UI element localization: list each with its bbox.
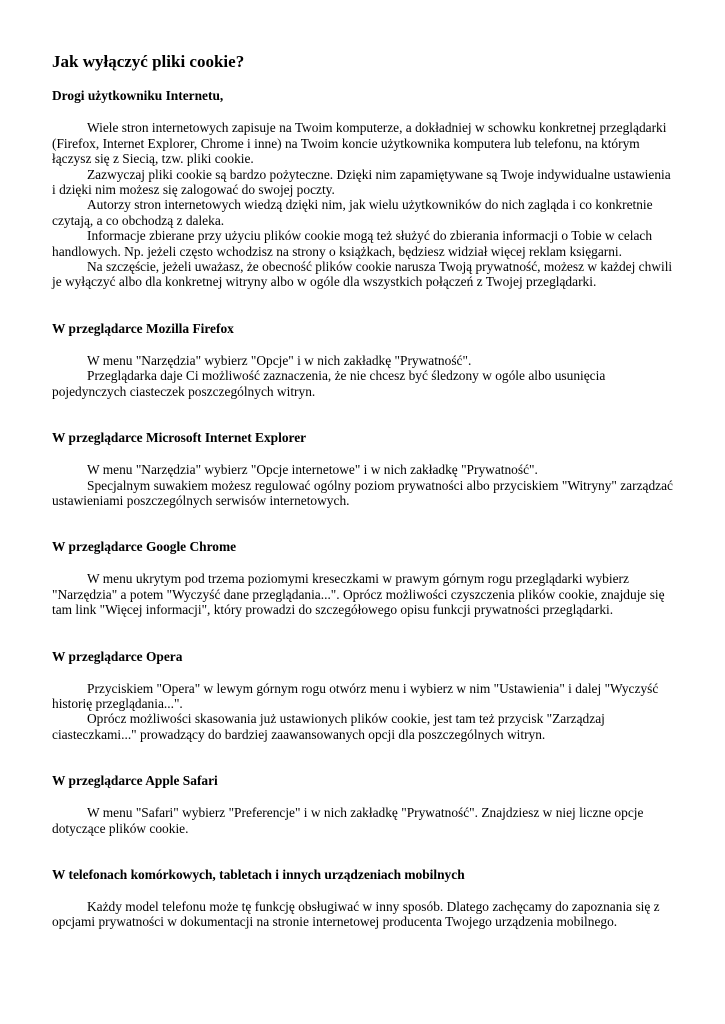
section-paragraph: Specjalnym suwakiem możesz regulować ogólny poziom prywatności albo przyciskiem "Witryny" zarządzać ustawieniami poszczególnych serwisów internetowych. xyxy=(52,477,673,508)
section-heading: W przeglądarce Apple Safari xyxy=(52,773,218,789)
section-heading: W przeglądarce Microsoft Internet Explorer xyxy=(52,430,307,446)
document-title: Jak wyłączyć pliki cookie? xyxy=(52,52,245,71)
section-paragraph: Oprócz możliwości skasowania już ustawionych plików cookie, jest tam też przycisk "Zarządzaj ciasteczkami..." prowadzący do bardziej zaawansowanych opcji dla poszczególnych witryn. xyxy=(52,711,605,742)
section-safari xyxy=(52,773,674,836)
section-paragraph: W menu "Narzędzia" wybierz "Opcje" i w nich zakładkę "Prywatność". xyxy=(87,352,472,368)
section-heading: W przeglądarce Opera xyxy=(52,648,183,664)
section-heading: W przeglądarce Google Chrome xyxy=(52,539,237,555)
section-mobile xyxy=(52,867,674,930)
section-paragraph: Przyciskiem "Opera" w lewym górnym rogu otwórz menu i wybierz w nim "Ustawienia" i dalej "Wyczyść historię przeglądania...". xyxy=(52,680,659,711)
intro-paragraph: Zazwyczaj pliki cookie są bardzo pożyteczne. Dzięki nim zapamiętywane są Twoje indywidualne ustawienia i dzięki nim możesz się zalogować do swojej poczty. xyxy=(52,166,671,198)
section-internet-explorer xyxy=(52,430,674,508)
section-opera xyxy=(52,649,674,743)
section-paragraph: W menu "Narzędzia" wybierz "Opcje internetowe" i w nich zakładkę "Prywatność". xyxy=(87,462,538,478)
intro-paragraph: Autorzy stron internetowych wiedzą dzięki nim, jak wielu użytkowników do nich zagląda i co konkretnie czytają, a co obchodzą z daleka. xyxy=(52,197,653,228)
intro-paragraph: Na szczęście, jeżeli uważasz, że obecność plików cookie narusza Twoją prywatność, możesz w każdej chwili je wyłączyć albo dla konkretnej witryny albo w ogóle dla wszystkich połączeń z Twojej przeglądarki. xyxy=(52,259,673,290)
intro-paragraph: Informacje zbierane przy użyciu plików cookie mogą też służyć do zbierania informacji o Tobie w celach handlowych. Np. jeżeli często wchodzisz na strony o książkach, będziesz widział więcej reklam księgarni. xyxy=(52,228,653,259)
intro-paragraph: Wiele stron internetowych zapisuje na Twoim komputerze, a dokładniej w schowku konkretnej przeglądarki (Firefox, Internet Explorer, Chrome i inne) na Twoim koncie użytkownika komputera lub telefonu, na którym łączysz się z Siecią, tzw. pliki cookie. xyxy=(52,120,667,167)
intro-block xyxy=(52,120,674,289)
section-firefox xyxy=(52,321,674,399)
greeting: Drogi użytkowniku Internetu, xyxy=(52,88,224,103)
section-paragraph: W menu "Safari" wybierz "Preferencje" i w nich zakładkę "Prywatność". Znajdziesz w niej liczne opcje dotyczące plików cookie. xyxy=(52,805,644,836)
section-heading: W przeglądarce Mozilla Firefox xyxy=(52,320,234,336)
section-paragraph: W menu ukrytym pod trzema poziomymi kreseczkami w prawym górnym rogu przeglądarki wybierz "Narzędzia" a potem "Wyczyść dane przeglądania...". Oprócz możliwości czyszczenia plików cookie, znajduje się tam link "Więcej informacji", który prowadzi do szczegółowego opisu funkcji prywatności przeglądarki. xyxy=(52,571,665,618)
section-paragraph: Przeglądarka daje Ci możliwość zaznaczenia, że nie chcesz być śledzony w ogóle albo usunięcia pojedynczych ciasteczek poszczególnych witryn. xyxy=(52,368,606,399)
section-chrome xyxy=(52,539,674,617)
section-paragraph: Każdy model telefonu może tę funkcję obsługiwać w inny sposób. Dlatego zachęcamy do zapoznania się z opcjami prywatności w dokumentacji na stronie internetowej producenta Twojego urządzenia mobilnego. xyxy=(52,898,660,930)
document-page xyxy=(52,52,674,930)
section-heading: W telefonach komórkowych, tabletach i innych urządzeniach mobilnych xyxy=(52,866,465,882)
